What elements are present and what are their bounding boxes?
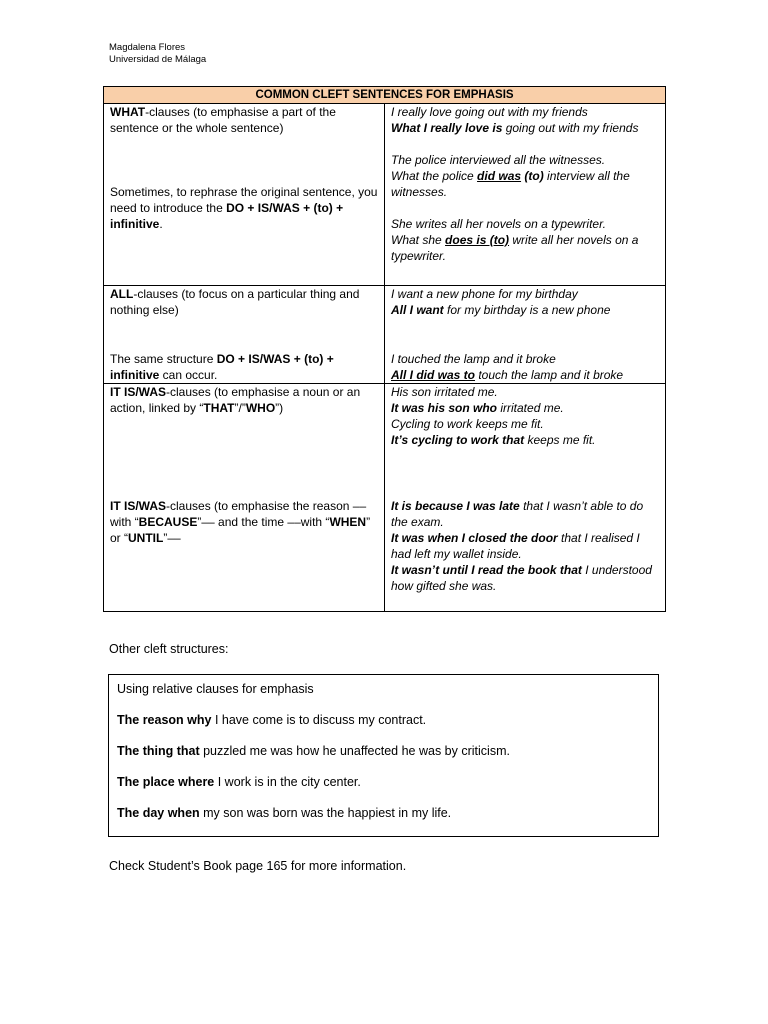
rule-text: IT IS/WAS-clauses (to emphasise a noun or an action, linked by “THAT”/”WHO”) — [110, 385, 361, 415]
rule-cell — [104, 286, 385, 384]
relative-clauses-box — [108, 674, 659, 837]
example-sentence: It is because I was late that I wasn’t able to do the exam. — [391, 499, 644, 529]
institution-name: Universidad de Málaga — [109, 54, 207, 65]
example-cell — [385, 384, 666, 612]
example-sentence: I touched the lamp and it broke — [391, 352, 556, 366]
example-cell — [385, 286, 666, 384]
example-sentence: His son irritated me. — [391, 385, 498, 399]
table-row — [104, 384, 666, 612]
rule-text: Sometimes, to rephrase the original sentence, you need to introduce the DO + IS/WAS + (to) + infinitive. — [110, 185, 378, 231]
cleft-sentences-table — [103, 86, 666, 612]
list-item: The day when my son was born was the happiest in my life. — [117, 806, 452, 820]
footer-note: Check Student’s Book page 165 for more information. — [109, 859, 407, 873]
example-sentence: It was his son who irritated me. — [391, 401, 564, 415]
document-header — [109, 42, 206, 66]
list-item: The place where I work is in the city center. — [117, 775, 361, 789]
example-sentence: I really love going out with my friends — [391, 105, 588, 119]
example-sentence: She writes all her novels on a typewriter. — [391, 217, 606, 231]
example-sentence: What she does is (to) write all her novels on a typewriter. — [391, 233, 639, 263]
rule-text: ALL-clauses (to focus on a particular thing and nothing else) — [110, 287, 360, 317]
table-row — [104, 104, 666, 286]
section-title: Other cleft structures: — [109, 642, 229, 656]
list-item: The thing that puzzled me was how he unaffected he was by criticism. — [117, 744, 510, 758]
example-sentence: It was when I closed the door that I realised I had left my wallet inside. — [391, 531, 640, 561]
box-title: Using relative clauses for emphasis — [117, 682, 314, 696]
rule-text: IT IS/WAS-clauses (to emphasise the reason –– with “BECAUSE”–– and the time ––with “WHEN” or “UNTIL”–– — [110, 499, 371, 545]
rule-text: The same structure DO + IS/WAS + (to) + infinitive can occur. — [110, 352, 334, 382]
example-sentence: It wasn’t until I read the book that I understood how gifted she was. — [391, 563, 652, 593]
table-row — [104, 286, 666, 384]
example-cell — [385, 104, 666, 286]
rule-cell — [104, 104, 385, 286]
example-sentence: All I did was to touch the lamp and it broke — [391, 368, 624, 382]
rule-text: WHAT-clauses (to emphasise a part of the sentence or the whole sentence) — [110, 105, 336, 135]
example-sentence: Cycling to work keeps me fit. — [391, 417, 544, 431]
example-sentence: I want a new phone for my birthday — [391, 287, 578, 301]
example-sentence: What the police did was (to) interview all the witnesses. — [391, 169, 630, 199]
table-title: COMMON CLEFT SENTENCES FOR EMPHASIS — [104, 87, 666, 104]
author-name: Magdalena Flores — [109, 42, 186, 53]
list-item: The reason why I have come is to discuss my contract. — [117, 713, 427, 727]
example-sentence: All I want for my birthday is a new phone — [391, 303, 611, 317]
rule-cell — [104, 384, 385, 612]
example-sentence: It’s cycling to work that keeps me fit. — [391, 433, 596, 447]
example-sentence: The police interviewed all the witnesses. — [391, 153, 606, 167]
example-sentence: What I really love is going out with my friends — [391, 121, 639, 135]
